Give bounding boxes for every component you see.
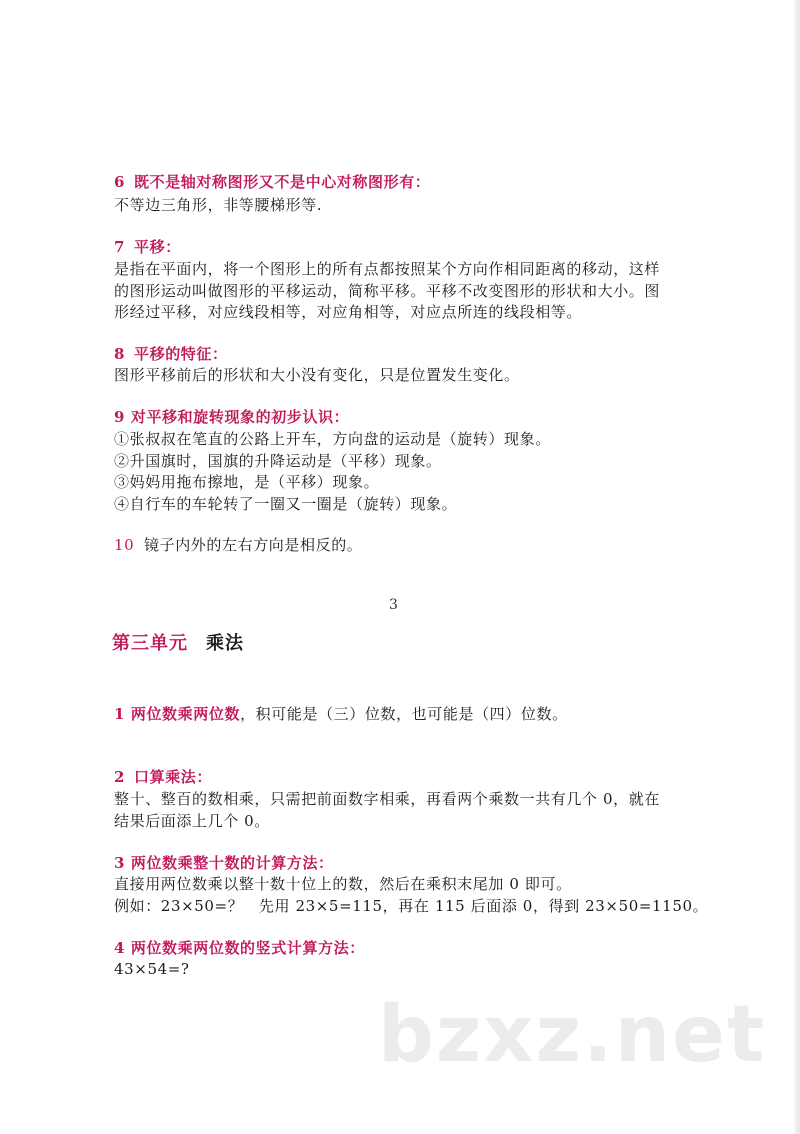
section-9-item: ②升国旗时，国旗的升降运动是（平移）现象。 [114,452,442,470]
unit-item-3-body-line: 例如：23×50=？ 先用 23×5=115，再在 115 后面添 0，得到 23×50=1150。 [114,897,709,915]
section-10-number: 10 [114,536,135,554]
unit-item-4-heading: 4 两位数乘两位数的竖式计算方法： [114,939,365,957]
unit-item-2-number: 2 [114,768,126,786]
section-7-title: 平移： [134,238,181,256]
section-9-item: ④自行车的车轮转了一圈又一圈是（旋转）现象。 [114,495,458,513]
unit-item-1 [114,704,568,724]
unit-item-2-body-line: 整十、整百的数相乘，只需把前面数字相乘，再看两个乘数一共有几个 0，就在 [114,790,660,808]
section-7-heading [114,237,181,257]
unit-title-main: 第三单元 [112,633,188,654]
section-6-title: 既不是轴对称图形又不是中心对称图形有： [134,173,431,191]
unit-title [112,629,244,655]
section-7-body-line: 是指在平面内，将一个图形上的所有点都按照某个方向作相同距离的移动，这样 [114,260,661,278]
section-10 [114,535,362,555]
unit-item-1-heading: 1 两位数乘两位数 [114,705,241,723]
unit-item-2-title: 口算乘法： [134,768,213,786]
page-edge [794,0,800,1134]
section-6-heading [114,172,430,192]
unit-item-3-body-line: 直接用两位数乘以整十数十位上的数，然后在乘积末尾加 0 即可。 [114,875,572,893]
section-9-heading: 9 对平移和旋转现象的初步认识： [114,408,350,426]
section-6-number: 6 [114,173,126,191]
unit-item-1-text: ，积可能是（三）位数，也可能是（四）位数。 [240,705,568,723]
unit-item-4-body-line: 43×54=? [114,960,190,978]
section-8-body-line: 图形平移前后的形状和大小没有变化，只是位置发生变化。 [114,366,520,384]
section-9-item: ①张叔叔在笔直的公路上开车，方向盘的运动是（旋转）现象。 [114,430,551,448]
page-number: 3 [389,597,398,613]
section-8-number: 8 [114,345,126,363]
section-7-body-line: 的图形运动叫做图形的平移运动，简称平移。平移不改变图形的形状和大小。图 [114,282,661,300]
section-6-body-line: 不等边三角形，非等腰梯形等. [114,196,323,214]
unit-item-2-body-line: 结果后面添上几个 0。 [114,812,270,830]
section-7-body-line: 形经过平移，对应线段相等，对应角相等，对应点所连的线段相等。 [114,303,583,321]
unit-title-sub: 乘法 [206,633,244,654]
section-7-number: 7 [114,238,126,256]
section-8-title: 平移的特征： [134,345,228,363]
unit-item-3-heading: 3 两位数乘整十数的计算方法： [114,854,334,872]
section-10-text: 镜子内外的左右方向是相反的。 [144,536,363,554]
unit-item-2-heading [114,767,212,787]
watermark: bzxz.net [378,990,767,1080]
section-8-heading [114,344,228,364]
section-9-item: ③妈妈用拖布擦地，是（平移）现象。 [114,473,380,491]
